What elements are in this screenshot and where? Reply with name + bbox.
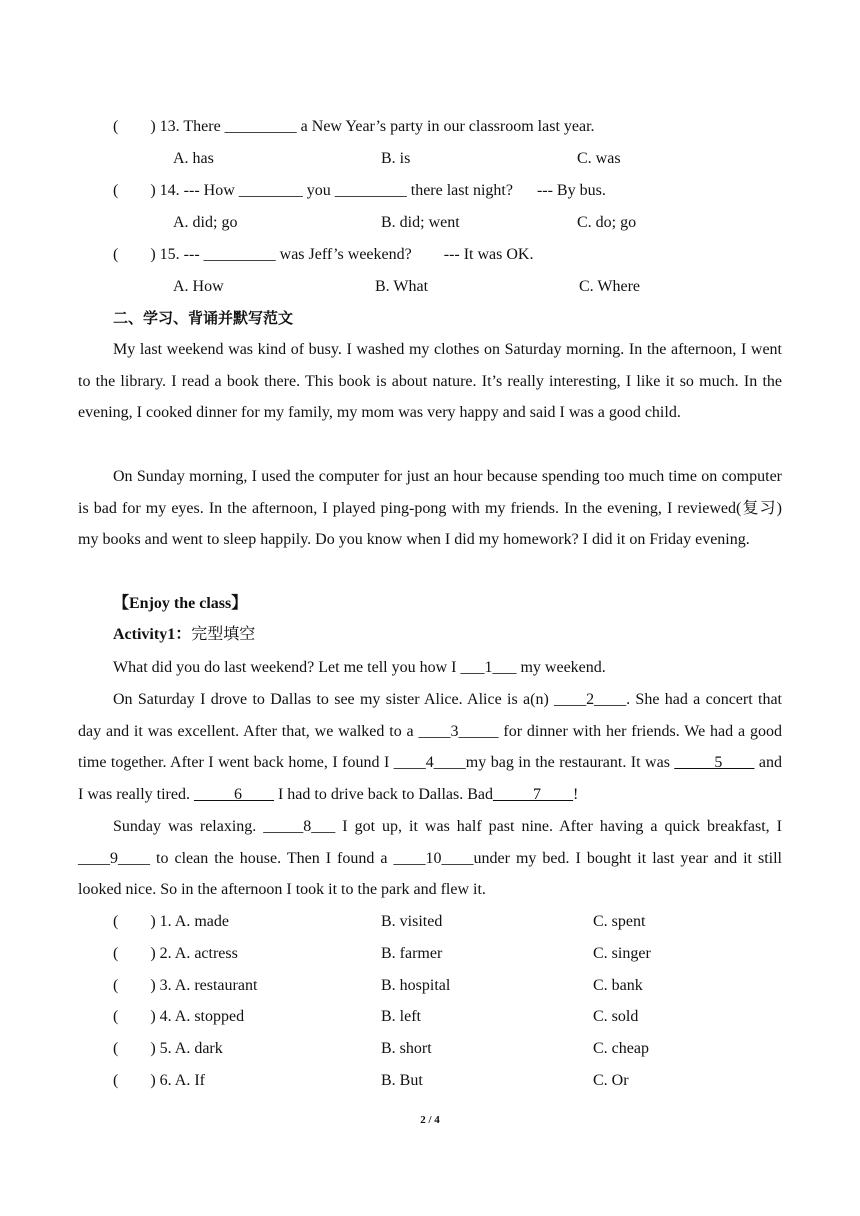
- option-row-6-b: B. But: [381, 1072, 423, 1089]
- cloze-text-c: I had to drive back to Dallas. Bad: [273, 786, 493, 804]
- option-row-4: ( ) 4. A. stopped: [113, 1008, 245, 1025]
- cloze-paragraph-2: [78, 684, 782, 811]
- option-row-3-b: B. hospital: [381, 977, 451, 994]
- cloze-text-b: and I was really tired.: [78, 754, 782, 804]
- question-14-stem: ( ) 14. --- How ________ you _________ there last night? --- By bus.: [113, 182, 606, 199]
- question-15-option-b: B. What: [375, 278, 429, 295]
- cloze-paragraph-1: What did you do last weekend? Let me tell you how I ___1___ my weekend.: [113, 659, 606, 676]
- option-row-2: ( ) 2. A. actress: [113, 945, 238, 962]
- option-row-1-c: C. spent: [593, 913, 646, 930]
- section-2-heading: 二、学习、背诵并默写范文: [113, 309, 294, 327]
- question-15-option-c: C. Where: [579, 278, 641, 295]
- option-row-6: ( ) 6. A. If: [113, 1072, 205, 1089]
- activity-label: Activity1：: [113, 626, 192, 643]
- activity-heading: [113, 625, 255, 645]
- option-row-2-c: C. singer: [593, 945, 651, 962]
- option-row-5-b: B. short: [381, 1040, 432, 1057]
- question-15-option-a: A. How: [173, 278, 224, 295]
- option-row-5: ( ) 5. A. dark: [113, 1040, 223, 1057]
- question-13-option-b: B. is: [381, 150, 411, 167]
- option-row-2-b: B. farmer: [381, 945, 443, 962]
- essay-paragraph-2: On Sunday morning, I used the computer for just an hour because spending too much time on computer is bad for my eyes. In the afternoon, I played ping-pong with my friends. In the evening, I reviewed(复习) my books and went to sleep happily. Do you know when I did my homework? I did it on Friday evening.: [78, 468, 782, 549]
- question-13-stem: ( ) 13. There _________ a New Year’s party in our classroom last year.: [113, 118, 595, 135]
- option-row-6-c: C. Or: [593, 1072, 629, 1089]
- cloze-text-d: !: [573, 786, 579, 804]
- cloze-text-a: On Saturday I drove to Dallas to see my sister Alice. Alice is a(n) ____2____. She had a concert that day and it was excellent. After that, we walked to a ____3_____ for dinner with her friends. We had a good time together. After I went back home, I found I ____4____my bag in the restaurant. It was: [78, 691, 782, 772]
- option-row-4-b: B. left: [381, 1008, 421, 1025]
- question-15-stem: ( ) 15. --- _________ was Jeff’s weekend? --- It was OK.: [113, 246, 534, 263]
- blank-5: _____5____: [674, 754, 755, 772]
- cloze-paragraph-3: Sunday was relaxing. _____8___ I got up, it was half past nine. After having a quick breakfast, I ____9____ to clean the house. Then I found a ____10____under my bed. I bought it last year and it still looked nice. So in the afternoon I took it to the park and flew it.: [78, 818, 782, 899]
- enjoy-class-heading: 【Enjoy the class】: [113, 595, 248, 612]
- question-13-option-c: C. was: [577, 150, 621, 167]
- option-row-1: ( ) 1. A. made: [113, 913, 229, 930]
- question-14-option-a: A. did; go: [173, 214, 238, 231]
- option-row-3-c: C. bank: [593, 977, 643, 994]
- blank-6: _____6____: [193, 786, 274, 804]
- option-row-4-c: C. sold: [593, 1008, 639, 1025]
- essay-paragraph-1: My last weekend was kind of busy. I washed my clothes on Saturday morning. In the afternoon, I went to the library. I read a book there. This book is about nature. It’s really interesting, I like it so much. In the evening, I cooked dinner for my family, my mom was very happy and said I was a good child.: [78, 341, 782, 422]
- page-number: 2 / 4: [420, 1114, 440, 1126]
- question-14-option-b: B. did; went: [381, 214, 460, 231]
- option-row-5-c: C. cheap: [593, 1040, 649, 1057]
- option-row-3: ( ) 3. A. restaurant: [113, 977, 258, 994]
- blank-7: _____7____: [493, 786, 573, 804]
- option-row-1-b: B. visited: [381, 913, 443, 930]
- question-13-option-a: A. has: [173, 150, 214, 167]
- question-14-option-c: C. do; go: [577, 214, 637, 231]
- activity-title: 完型填空: [191, 626, 256, 643]
